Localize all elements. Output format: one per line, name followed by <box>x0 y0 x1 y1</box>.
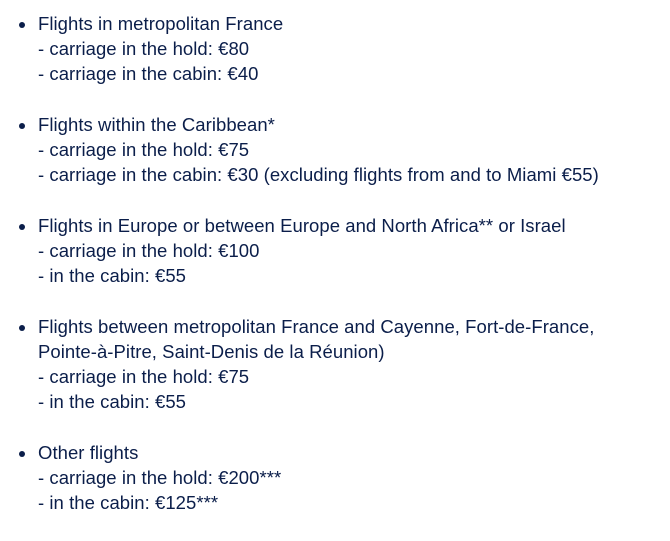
list-item-europe-north-africa <box>0 213 670 288</box>
cabin-price: - in the cabin: €55 <box>38 265 187 286</box>
list-item-caribbean <box>0 112 670 187</box>
item-title: Flights in metropolitan France <box>38 13 284 34</box>
hold-price: - carriage in the hold: €200*** <box>38 467 282 488</box>
cabin-price: - in the cabin: €55 <box>38 391 187 412</box>
hold-price: - carriage in the hold: €75 <box>38 366 250 387</box>
cabin-price: - carriage in the cabin: €30 (excluding flights from and to Miami €55) <box>38 164 599 185</box>
item-title: Flights between metropolitan France and Cayenne, Fort-de-France, <box>38 316 595 337</box>
bullet-icon <box>19 224 25 230</box>
list-item-metropolitan-france <box>0 11 670 86</box>
bullet-icon <box>19 22 25 28</box>
item-title: Flights within the Caribbean* <box>38 114 275 135</box>
hold-price: - carriage in the hold: €80 <box>38 38 250 59</box>
bullet-icon <box>19 451 25 457</box>
fare-list <box>0 11 670 541</box>
hold-price: - carriage in the hold: €100 <box>38 240 260 261</box>
list-item-overseas-departments <box>0 314 670 414</box>
item-title: Other flights <box>38 442 139 463</box>
cabin-price: - carriage in the cabin: €40 <box>38 63 259 84</box>
cabin-price: - in the cabin: €125*** <box>38 492 219 513</box>
item-title: Flights in Europe or between Europe and North Africa** or Israel <box>38 215 566 236</box>
bullet-icon <box>19 325 25 331</box>
item-title-continued: Pointe-à-Pitre, Saint-Denis de la Réunion) <box>38 341 385 362</box>
list-item-other-flights <box>0 440 670 515</box>
bullet-icon <box>19 123 25 129</box>
hold-price: - carriage in the hold: €75 <box>38 139 250 160</box>
